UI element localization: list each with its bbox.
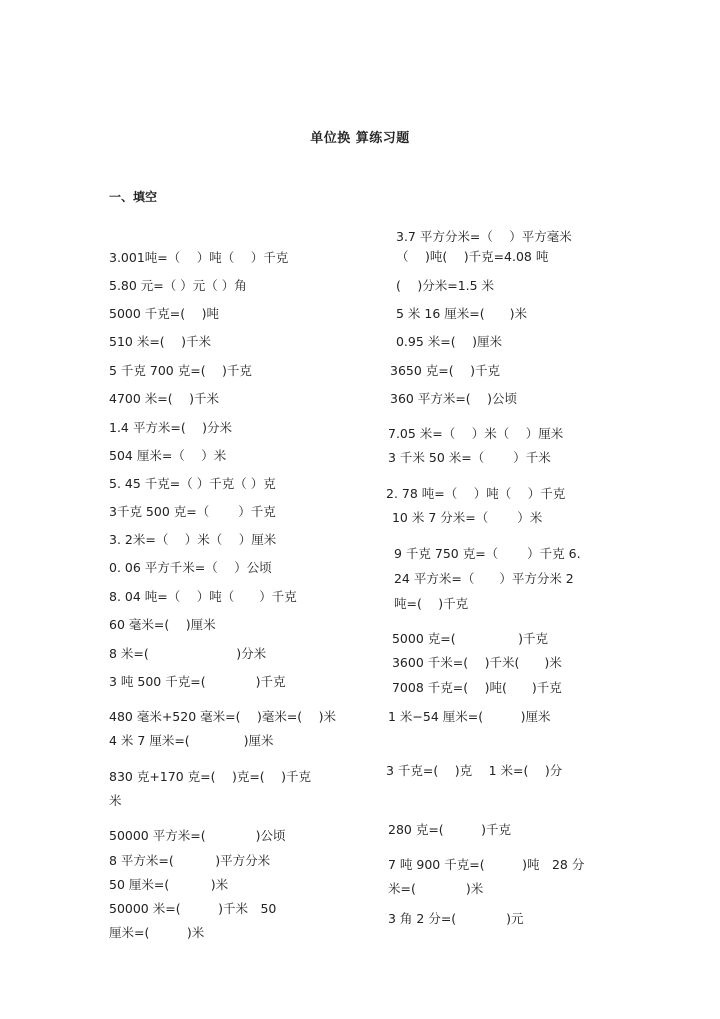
exercise-line: ( )分米=1.5 米 [396, 278, 495, 293]
section-heading: 一、填空 [109, 190, 158, 204]
exercise-line: 7 吨 900 千克=( )吨 28 分 [388, 857, 585, 872]
exercise-line: 1.4 平方米=( )分米 [109, 420, 233, 435]
exercise-line: 9 千克 750 克=（ ）千克 6. [390, 546, 581, 561]
exercise-line: 3 角 2 分=( )元 [388, 911, 524, 926]
exercise-line: 3600 千米=( )千米( )米 [388, 655, 562, 670]
exercise-line: 7.05 米=（ ）米（ ）厘米 [388, 426, 564, 441]
exercise-line: 5 米 16 厘米=( )米 [392, 306, 527, 321]
exercise-line: （ )吨( )千克=4.08 吨 [396, 249, 549, 264]
exercise-line: 8. 04 吨=（ ）吨（ ）千克 [109, 589, 297, 604]
exercise-line: 50 厘米=( )米 [109, 877, 229, 892]
exercise-line: 5000 克=( )千克 [388, 631, 548, 646]
exercise-line: 504 厘米=（ ）米 [109, 448, 227, 463]
exercise-line: 厘米=( )米 [109, 925, 205, 940]
exercise-line: 米 [109, 793, 122, 808]
exercise-line: 8 平方米=( )平方分米 [109, 853, 271, 868]
exercise-line: 8 米=( )分米 [109, 646, 267, 661]
exercise-line: 5 千克 700 克=( )千克 [109, 363, 252, 378]
exercise-line: 510 米=( )千米 [109, 334, 212, 349]
exercise-line: 2. 78 吨=（ ）吨（ ）千克 [386, 486, 566, 501]
exercise-line: 5000 千克=( )吨 [109, 306, 219, 321]
exercise-line: 0. 06 平方千米=（ ）公顷 [109, 560, 272, 575]
exercise-line: 3 吨 500 千克=( )千克 [109, 674, 286, 689]
exercise-line: 360 平方米=( )公顷 [390, 391, 518, 406]
exercise-line: 3千克 500 克=（ ）千克 [109, 504, 276, 519]
exercise-line: 24 平方米=（ ）平方分米 2 [390, 571, 574, 586]
exercise-line: 280 克=( )千克 [388, 822, 512, 837]
exercise-line: 480 毫米+520 毫米=( )毫米=( )米 [109, 709, 337, 724]
exercise-line: 3 千米 50 米=（ ）千米 [388, 450, 551, 465]
exercise-line: 5. 45 千克=（ ）千克（ ）克 [109, 476, 276, 491]
exercise-line: 5.80 元=（ ）元（ ）角 [109, 278, 247, 293]
exercise-line: 吨=( )千克 [390, 596, 469, 611]
exercise-line: 3 千克=( )克 1 米=( )分 [386, 763, 563, 778]
exercise-line: 4700 米=( )千米 [109, 391, 219, 406]
exercise-line: 0.95 米=( )厘米 [392, 334, 502, 349]
exercise-line: 7008 千克=( )吨( )千克 [388, 680, 562, 695]
exercise-line: 米=( )米 [388, 881, 484, 896]
exercise-line: 50000 米=( )千米 50 [109, 901, 277, 916]
exercise-line: 3650 克=( )千克 [390, 363, 500, 378]
exercise-line: 4 米 7 厘米=( )厘米 [109, 733, 274, 748]
exercise-line: 10 米 7 分米=（ ）米 [388, 510, 543, 525]
exercise-line: 50000 平方米=( )公顷 [109, 828, 286, 843]
exercise-line: 3. 2米=（ ）米（ ）厘米 [109, 532, 277, 547]
exercise-line: 3.7 平方分米=（ ）平方毫米 [396, 229, 572, 244]
exercise-line: 3.001吨=（ ）吨（ ）千克 [109, 250, 289, 265]
exercise-line: 830 克+170 克=( )克=( )千克 [109, 769, 312, 784]
exercise-line: 1 米−54 厘米=( )厘米 [388, 709, 551, 724]
exercise-line: 60 毫米=( )厘米 [109, 617, 216, 632]
page-title: 单位换 算练习题 [310, 131, 410, 146]
